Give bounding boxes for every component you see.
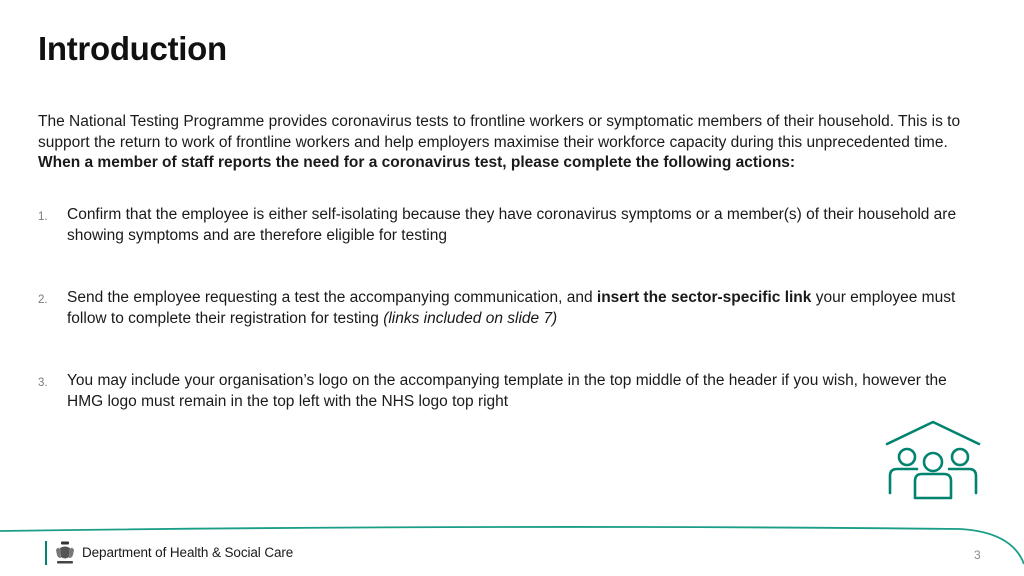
list-number: 1. xyxy=(38,211,48,223)
slide-title: Introduction xyxy=(38,30,227,67)
list-number: 2. xyxy=(38,294,48,306)
list-number: 3. xyxy=(38,377,48,389)
footer-accent-bar xyxy=(45,541,47,565)
list-item-text: You may include your organisation’s logo on the accompanying template in the top middle of the header if you wish, however the HMG logo must remain in the top left with the NHS logo top right xyxy=(67,372,947,410)
household-people-icon xyxy=(884,420,982,502)
intro-text: The National Testing Programme provides coronavirus tests to frontline workers or symptomatic members of their household. This is to support the return to work of frontline workers and help employers maximise their workforce capacity during this unprecedented time. xyxy=(38,113,961,151)
item-text-before: Send the employee requesting a test the accompanying communication, and xyxy=(67,289,597,306)
intro-paragraph xyxy=(38,112,986,174)
page-number: 3 xyxy=(974,548,981,562)
list-item-text: Confirm that the employee is either self-isolating because they have coronavirus symptoms or a member(s) of their household are showing symptoms and are therefore eligible for testing xyxy=(67,206,957,244)
intro-bold-instruction: When a member of staff reports the need for a coronavirus test, please complete the following actions: xyxy=(38,154,796,171)
department-name: Department of Health & Social Care xyxy=(82,545,294,560)
item-italic-note: (links included on slide 7) xyxy=(383,309,558,327)
royal-crest-icon xyxy=(53,540,77,566)
list-item-text xyxy=(67,288,982,329)
item-bold-link-instruction: insert the sector-specific link xyxy=(596,289,812,306)
item-text-after: your employee must follow to complete their registration for testing xyxy=(67,289,956,327)
